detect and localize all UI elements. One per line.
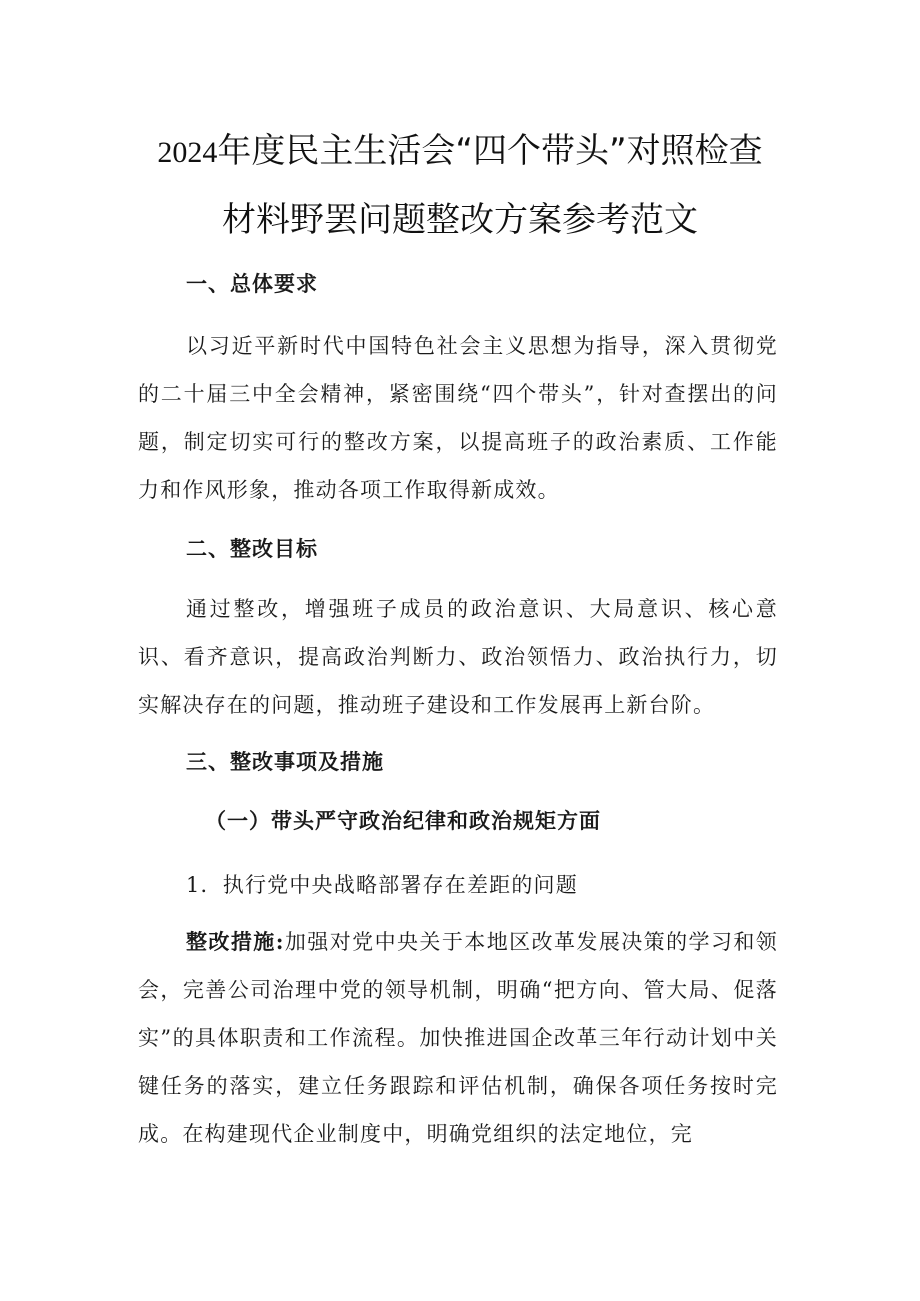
title-year: 2024 [157, 136, 218, 169]
measure-label: 整改措施: [186, 929, 285, 954]
item-1-title: 1．执行党中央战略部署存在差距的问题 [186, 873, 578, 897]
document-title-line-1 [0, 131, 920, 171]
section-1-heading: 一、总体要求 [186, 271, 318, 296]
measure-paragraph [138, 918, 778, 1158]
section-3-subheading: （一）带头严守政治纪律和政治规矩方面 [205, 808, 601, 833]
document-title-line-2: 材料野罢问题整改方案参考范文 [222, 200, 698, 240]
section-3-heading: 三、整改事项及措施 [186, 749, 384, 774]
section-1-body: 以习近平新时代中国特色社会主义思想为指导，深入贯彻党的二十届三中全会精神，紧密围绕“四个带头”，针对查摆出的问题，制定切实可行的整改方案，以提高班子的政治素质、工作能力和作风形象，推动各项工作取得新成效。 [138, 334, 778, 502]
title-line-1-text: 年度民主生活会“四个带头”对照检查 [217, 131, 763, 171]
section-2-heading: 二、整改目标 [186, 536, 318, 561]
measure-body: 加强对党中央关于本地区改革发展决策的学习和领会，完善公司治理中党的领导机制，明确“把方向、管大局、促落实”的具体职责和工作流程。加快推进国企改革三年行动计划中关键任务的落实，建立任务跟踪和评估机制，确保各项任务按时完成。在构建现代企业制度中，明确党组织的法定地位，完 [138, 930, 778, 1146]
section-2-body: 通过整改，增强班子成员的政治意识、大局意识、核心意识、看齐意识，提高政治判断力、政治领悟力、政治执行力，切实解决存在的问题，推动班子建设和工作发展再上新台阶。 [138, 597, 778, 717]
